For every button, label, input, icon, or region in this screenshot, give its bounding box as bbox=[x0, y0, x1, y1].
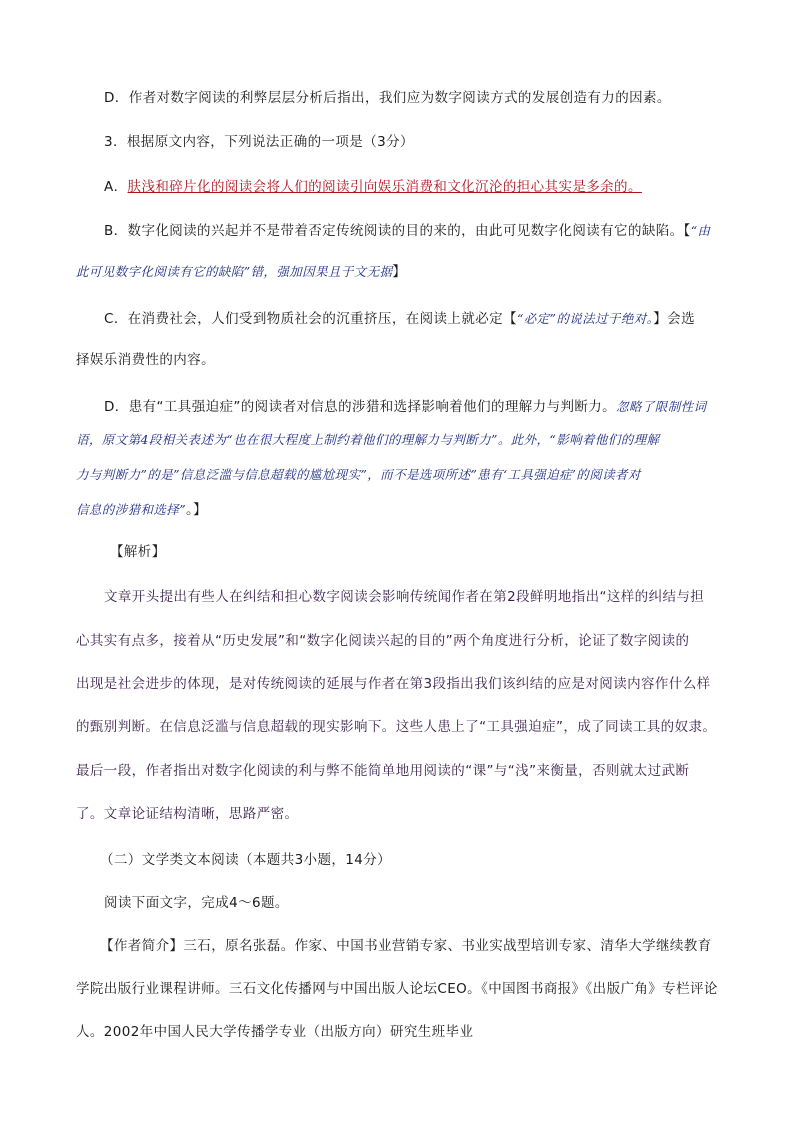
option-c-line2: 择娱乐消费性的内容。 bbox=[76, 352, 215, 368]
analysis-line-4: 的甄别判断。在信息泛滥与信息超载的现实影响下。这些人患上了“工具强迫症”，成了同读工具的奴隶。 bbox=[76, 719, 717, 735]
option-b-text: B．数字化阅读的兴起并不是带着否定传统阅读的目的来的，由此可见数字化阅读有它的缺陷。【 bbox=[104, 223, 691, 239]
option-b-note-start: “由 bbox=[690, 223, 711, 238]
option-c-line1 bbox=[104, 309, 695, 329]
option-d-bracket-end: 。】 bbox=[186, 502, 208, 518]
analysis-line-2: 心其实有点多，接着从“历史发展”和“数字化阅读兴起的目的”两个角度进行分析，论证了数字阅读的 bbox=[76, 633, 690, 649]
option-b-line1 bbox=[104, 221, 710, 241]
reading-instruction: 阅读下面文字，完成4～6题。 bbox=[104, 895, 289, 911]
option-c-text: C．在消费社会，人们受到物质社会的沉重挤压，在阅读上就必定【 bbox=[104, 311, 517, 327]
question-3: 3．根据原文内容，下列说法正确的一项是（3分） bbox=[104, 134, 414, 150]
author-bio-line-3: 人。2002年中国人民大学传播学专业（出版方向）研究生班毕业 bbox=[76, 1024, 474, 1040]
author-bio-line-1: 【作者简介】三石，原名张磊。作家、中国书业营销专家、书业实战型培训专家、清华大学继续教育 bbox=[100, 938, 712, 954]
option-d-note-end: 信息的涉猎和选择” bbox=[76, 502, 186, 517]
option-a-text: 肤浅和碎片化的阅读会将人们的阅读引向娱乐消费和文化沉沦的担心其实是多余的。 bbox=[127, 179, 642, 195]
analysis-heading: 【解析】 bbox=[110, 544, 166, 560]
author-bio-line-2: 学院出版行业课程讲师。三石文化传播网与中国出版人论坛CEO。《中国图书商报》《出版广角》专栏评论 bbox=[76, 981, 718, 997]
option-b-line2 bbox=[76, 262, 406, 282]
option-d-line1 bbox=[104, 397, 706, 417]
option-d-line3: 力与判断力”的是”信息泛滥与信息超载的尴尬现实”，而不是选项所述”患有‘工具强迫症’的阅读者对 bbox=[76, 467, 641, 482]
analysis-line-6: 了。文章论证结构清晰，思路严密。 bbox=[76, 806, 299, 822]
option-c-note: “必定”的说法过于绝对。 bbox=[516, 311, 654, 326]
analysis-line-3: 出现是社会进步的体现，是对传统阅读的延展与作者在第3段指出我们该纠结的应是对阅读内容作什么样 bbox=[76, 676, 711, 692]
option-d-line4 bbox=[76, 500, 207, 520]
option-d-text: D．患有“工具强迫症”的阅读者对信息的涉猎和选择影响着他们的理解力与判断力。 bbox=[104, 399, 617, 415]
option-d-note-start: 忽略了限制性词 bbox=[616, 399, 707, 414]
option-c-text-end: 】会选 bbox=[653, 311, 695, 327]
option-b-bracket-end: 】 bbox=[392, 264, 407, 280]
option-a-prefix: A． bbox=[104, 179, 128, 195]
analysis-line-1: 文章开头提出有些人在纠结和担心数字阅读会影响传统闻作者在第2段鲜明地指出“这样的纠结与担 bbox=[104, 589, 705, 605]
section-2-title: （二）文学类文本阅读（本题共3小题，14分） bbox=[100, 852, 392, 868]
option-a bbox=[104, 177, 642, 197]
option-b-note: 此可见数字化阅读有它的缺陷”错，强加因果且于文无据 bbox=[76, 264, 393, 279]
option-d-previous: D．作者对数字阅读的利弊层层分析后指出，我们应为数字阅读方式的发展创造有力的因素。 bbox=[104, 90, 671, 106]
analysis-line-5: 最后一段，作者指出对数字化阅读的利与弊不能简单地用阅读的“课”与“浅”来衡量，否则就太过武断 bbox=[76, 763, 690, 779]
option-d-line2: 语，原文第4段相关表述为“也在很大程度上制约着他们的理解力与判断力”。此外，“影响着他们的理解 bbox=[76, 432, 660, 447]
